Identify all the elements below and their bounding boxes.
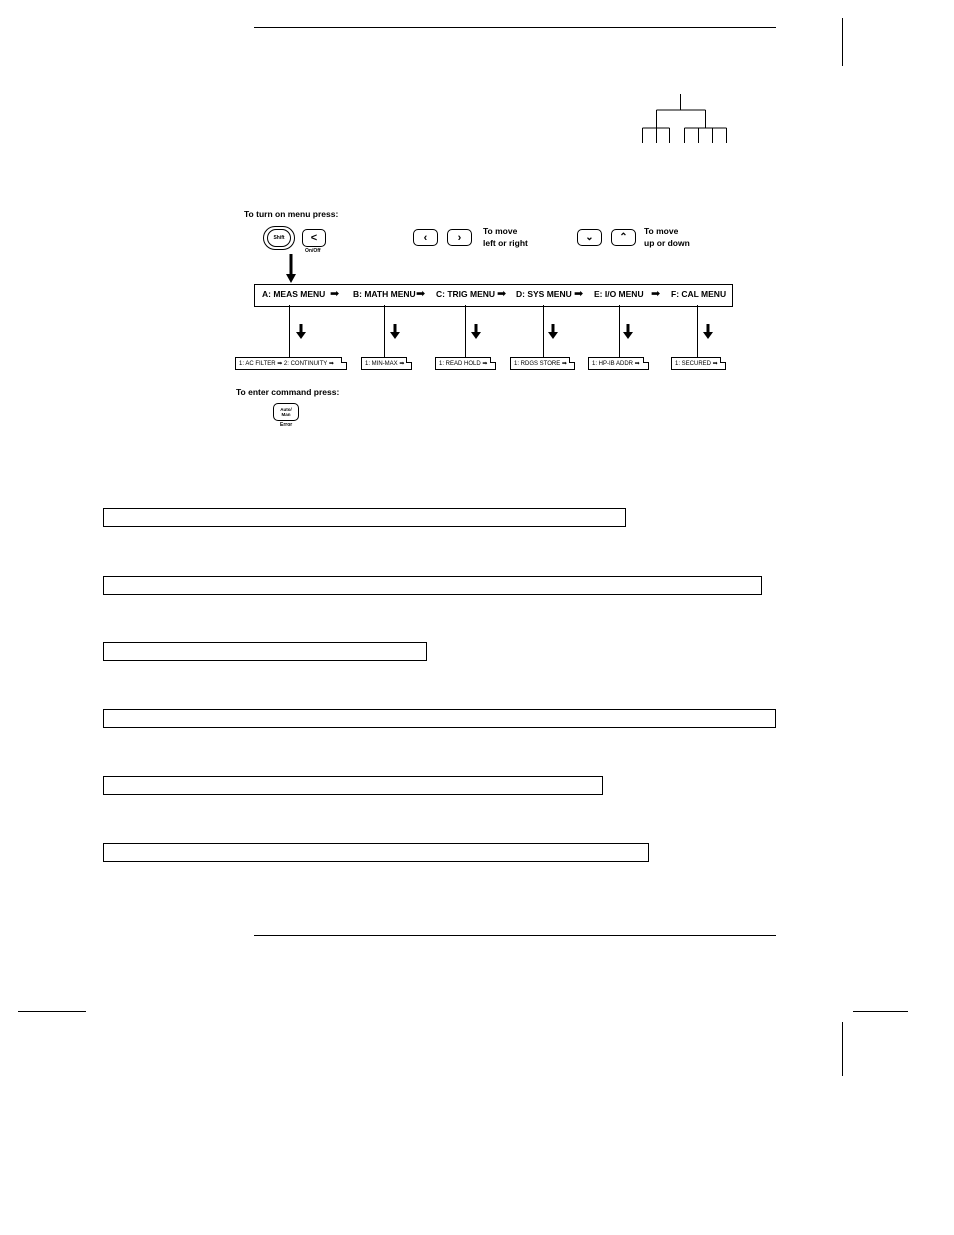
left-arrow-key[interactable] (413, 229, 438, 246)
down-arrow-icon (285, 254, 297, 284)
menu-item-math[interactable]: B: MATH MENU (353, 289, 416, 299)
down-chevron-icon: ⌄ (585, 231, 594, 243)
right-arrow-icon: ➡ (497, 288, 507, 300)
auto-man-key[interactable] (273, 403, 299, 421)
left-chevron-icon: ‹ (423, 231, 428, 244)
right-arrow-key[interactable] (447, 229, 472, 246)
bottom-rule (254, 935, 776, 936)
command-box-cal: 1: SECURED ➡ (671, 357, 726, 370)
down-arrow-icon (390, 324, 400, 340)
right-arrow-icon: ➡ (574, 288, 584, 300)
command-box-meas: 1: AC FILTER ➡ 2: CONTINUITY ➡ (235, 357, 347, 370)
down-arrow-icon (623, 324, 633, 340)
menu-item-trig[interactable]: C: TRIG MENU (436, 289, 496, 299)
command-box-io: 1: HP-IB ADDR ➡ (588, 357, 649, 370)
enter-command-label: To enter command press: (236, 387, 340, 397)
right-chevron-icon: › (457, 231, 462, 244)
move-up-down-line1: To move (644, 226, 679, 236)
move-left-right-line2: left or right (483, 238, 528, 248)
right-arrow-icon: ➡ (416, 288, 426, 300)
menu-item-sys[interactable]: D: SYS MENU (516, 289, 572, 299)
command-box-sys: 1: RDGS STORE ➡ (510, 357, 575, 370)
message-box-2 (103, 576, 762, 595)
on-off-label: On/Off (305, 248, 321, 254)
menu-item-meas[interactable]: A: MEAS MENU (262, 289, 326, 299)
auto-man-key-line2: Man (281, 412, 291, 417)
message-box-3 (103, 642, 427, 661)
right-arrow-icon: ➡ (330, 288, 340, 300)
message-box-4 (103, 709, 776, 728)
command-box-trig: 1: READ HOLD ➡ (435, 357, 496, 370)
right-arrow-icon: ➡ (651, 288, 661, 300)
down-arrow-icon (703, 324, 713, 340)
up-chevron-icon: ⌃ (619, 231, 628, 243)
down-arrow-icon (548, 324, 558, 340)
auto-man-key-line1: Auto/ (280, 407, 292, 412)
left-key[interactable] (302, 229, 326, 247)
move-up-down-line2: up or down (644, 238, 690, 248)
message-box-6 (103, 843, 649, 862)
footer-left-rule (18, 1011, 86, 1012)
menu-item-io[interactable]: E: I/O MENU (594, 289, 644, 299)
shift-key[interactable] (263, 226, 295, 250)
menu-tree-icon (636, 90, 732, 146)
down-arrow-icon (296, 324, 306, 340)
message-box-5 (103, 776, 603, 795)
message-box-1 (103, 508, 626, 527)
command-box-math: 1: MIN-MAX ➡ (361, 357, 412, 370)
up-arrow-key[interactable] (611, 229, 636, 246)
shift-key-label: Shift (267, 229, 291, 247)
turn-on-menu-label: To turn on menu press: (244, 209, 339, 219)
down-arrow-key[interactable] (577, 229, 602, 246)
top-right-margin-bar (842, 18, 843, 66)
left-chevron-icon: < (310, 232, 318, 244)
move-left-right-line1: To move (483, 226, 518, 236)
top-rule (254, 27, 776, 28)
menu-item-cal[interactable]: F: CAL MENU (671, 289, 727, 299)
error-label: Error (280, 422, 293, 428)
footer-right-margin-bar (842, 1022, 843, 1076)
footer-right-rule (853, 1011, 908, 1012)
down-arrow-icon (471, 324, 481, 340)
